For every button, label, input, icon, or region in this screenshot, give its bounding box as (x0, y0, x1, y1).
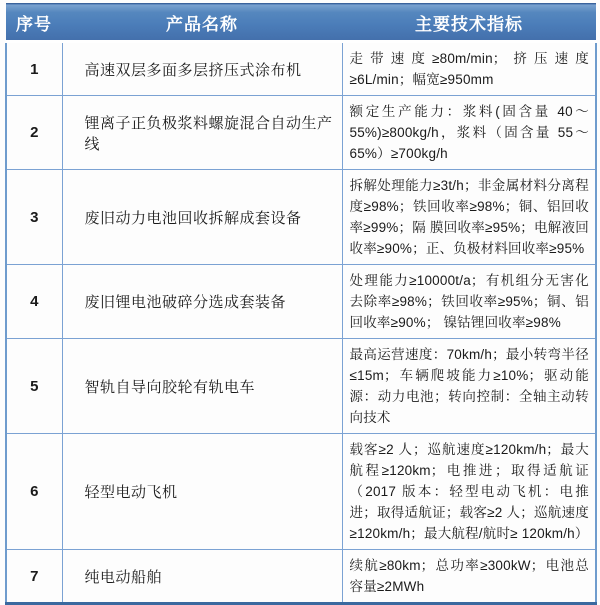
product-name: 纯电动船舶 (62, 550, 342, 604)
table-row (6, 42, 596, 96)
row-index: 5 (6, 339, 62, 434)
table-row (6, 96, 596, 170)
row-index: 1 (6, 42, 62, 96)
table-row (6, 550, 596, 604)
header-row (6, 4, 596, 42)
table-row (6, 339, 596, 434)
row-index: 2 (6, 96, 62, 170)
product-specs: 额定生产能力：浆料(固含量 40～55%)≥800kg/h，浆料（固含量 55～65%）≥700kg/h (342, 96, 596, 170)
product-name: 高速双层多面多层挤压式涂布机 (62, 42, 342, 96)
product-name: 废旧动力电池回收拆解成套设备 (62, 170, 342, 265)
table-row (6, 434, 596, 550)
product-specs: 载客≥2 人；巡航速度≥120km/h；最大航程≥120km；电推进；取得适航证（2017 版本：轻型电动飞机：电推进；取得适航证；载客≥2 人；巡航速度≥120km/h；最大航程/航时≥ 120km/h） (342, 434, 596, 550)
col-header-index: 序号 (6, 4, 62, 42)
row-index: 6 (6, 434, 62, 550)
col-header-product-name: 产品名称 (62, 4, 342, 42)
table-header (6, 4, 596, 42)
product-name: 轻型电动飞机 (62, 434, 342, 550)
product-specs: 走带速度≥80m/min；挤压速度≥6L/min；幅宽≥950mm (342, 42, 596, 96)
table-row (6, 170, 596, 265)
product-specs: 拆解处理能力≥3t/h；非金属材料分离程度≥98%；铁回收率≥98%；铜、铝回收率≥99%；隔 膜回收率≥95%；电解液回收率≥90%；正、负极材料回收率≥95% (342, 170, 596, 265)
products-table (5, 3, 597, 605)
product-specs: 处理能力≥10000t/a；有机组分无害化去除率≥98%；铁回收率≥95%；铜、铝回收率≥90%； 镍钴锂回收率≥98% (342, 265, 596, 339)
col-header-tech-specs: 主要技术指标 (342, 4, 596, 42)
product-name: 锂离子正负极浆料螺旋混合自动生产线 (62, 96, 342, 170)
product-specs: 最高运营速度：70km/h；最小转弯半径≤15m；车辆爬坡能力≥10%；驱动能源：动力电池；转向控制：全轴主动转向技术 (342, 339, 596, 434)
product-name: 智轨自导向胶轮有轨电车 (62, 339, 342, 434)
row-index: 3 (6, 170, 62, 265)
product-name: 废旧锂电池破碎分选成套装备 (62, 265, 342, 339)
product-specs: 续航≥80km；总功率≥300kW；电池总容量≥2MWh (342, 550, 596, 604)
table-body (6, 42, 596, 604)
row-index: 7 (6, 550, 62, 604)
row-index: 4 (6, 265, 62, 339)
table-row (6, 265, 596, 339)
